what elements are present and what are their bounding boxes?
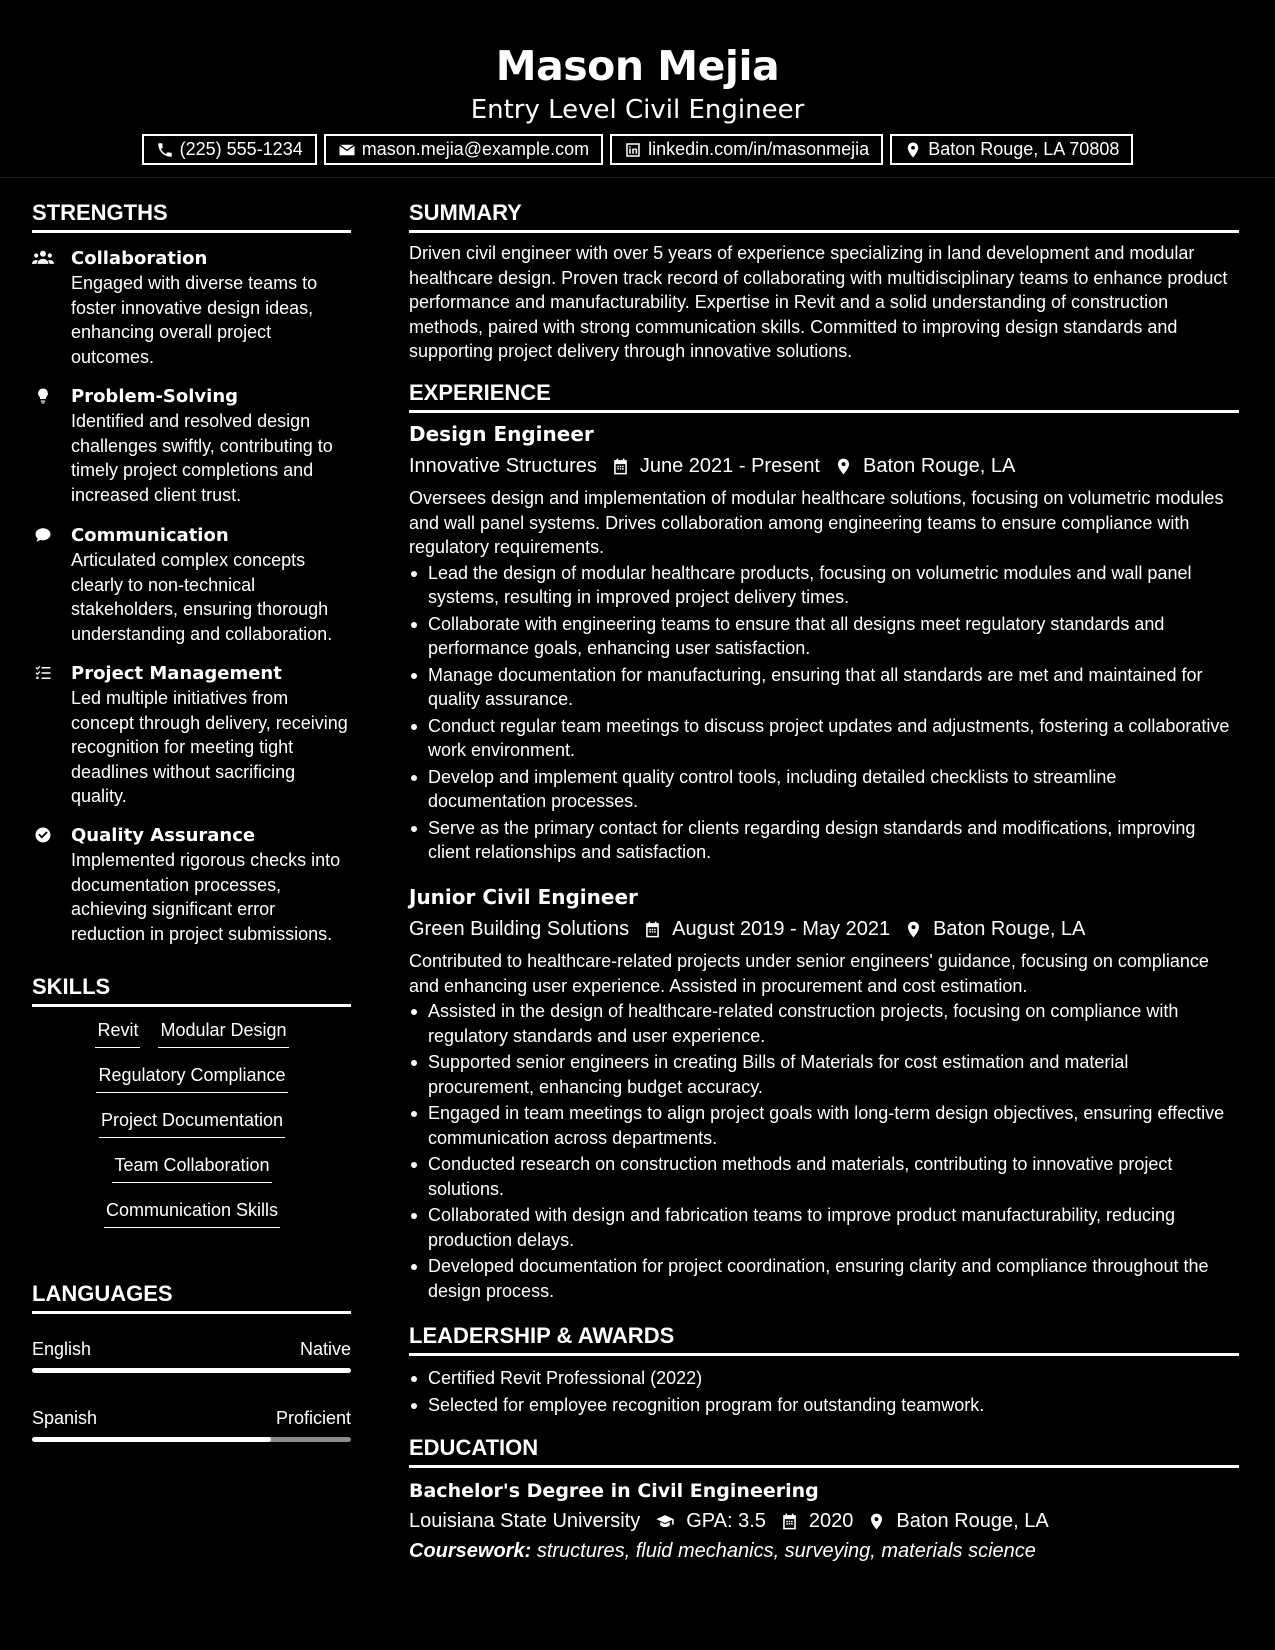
experience-heading: EXPERIENCE — [409, 380, 1239, 413]
strength-title: Quality Assurance — [71, 825, 256, 846]
coursework — [409, 1538, 1239, 1564]
school-name: Louisiana State University — [409, 1510, 641, 1532]
skill-tag: Team Collaboration — [112, 1153, 271, 1183]
language-proficiency-bar — [32, 1437, 351, 1442]
skill-tag: Project Documentation — [99, 1108, 285, 1138]
language-item — [32, 1337, 351, 1373]
achievement-item: Serve as the primary contact for clients regarding design standards and modifications, improving client relationships and satisfaction. — [409, 816, 1239, 865]
contact-location[interactable] — [890, 134, 1133, 165]
email-icon — [338, 141, 356, 159]
achievement-item: Collaborated with design and fabrication teams to improve product manufacturability, reducing production delays. — [409, 1203, 1239, 1252]
strengths-heading: STRENGTHS — [32, 200, 351, 233]
achievement-item: Supported senior engineers in creating Bills of Materials for cost estimation and material procurement, enhancing budget accuracy. — [409, 1050, 1239, 1099]
summary-heading: SUMMARY — [409, 200, 1239, 233]
language-proficiency-fill — [32, 1368, 351, 1373]
skill-tag: Communication Skills — [104, 1198, 280, 1228]
skill-tag: Regulatory Compliance — [96, 1063, 287, 1093]
experience-entry — [409, 421, 1239, 867]
contact-email-text: mason.mejia@example.com — [361, 139, 590, 159]
experience-entry — [409, 884, 1239, 1305]
award-list — [409, 1366, 1239, 1419]
strength-item — [32, 524, 352, 646]
skills-list — [32, 1018, 352, 1243]
achievement-item: Assisted in the design of healthcare-related construction projects, focusing on compliance with regulatory standards and user experience. — [409, 999, 1239, 1048]
strength-desc: Identified and resolved design challenges swiftly, contributing to timely project completions and increased client trust. — [71, 411, 333, 505]
contact-linkedin-text: linkedin.com/in/masonmejia — [648, 139, 870, 159]
language-name: English — [32, 1339, 92, 1359]
job-title: Entry Level Civil Engineer — [470, 95, 805, 125]
achievement-item: Conducted research on construction methods and materials, contributing to innovative project solutions. — [409, 1152, 1239, 1201]
strength-desc: Implemented rigorous checks into documentation processes, achieving significant error reduction in project submissions. — [71, 850, 341, 944]
achievement-item: Conduct regular team meetings to discuss project updates and adjustments, fostering a collaborative work environment. — [409, 714, 1239, 763]
achievement-list — [409, 999, 1239, 1303]
position-description: Contributed to healthcare-related projects under senior engineers' guidance, focusing on compliance and enhancing user experience. Assisted in procurement and cost estimation. — [409, 951, 1209, 996]
skill-tag: Modular Design — [158, 1018, 288, 1048]
degree-title: Bachelor's Degree in Civil Engineering — [409, 1480, 819, 1502]
gpa: GPA: 3.5 — [686, 1510, 766, 1532]
location-icon — [867, 1512, 886, 1531]
graduation-cap-icon — [654, 1512, 676, 1531]
coursework-label: Coursework: — [409, 1540, 532, 1562]
language-level: Native — [299, 1339, 351, 1359]
strength-desc: Engaged with diverse teams to foster innovative design ideas, enhancing overall project outcomes. — [71, 273, 318, 367]
check-circle-icon — [33, 826, 53, 844]
award-item: Certified Revit Professional (2022) — [409, 1366, 1239, 1391]
strength-title: Communication — [71, 525, 229, 546]
strength-title: Problem-Solving — [71, 386, 239, 407]
graduation-year: 2020 — [808, 1510, 854, 1532]
position-description: Oversees design and implementation of modular healthcare solutions, focusing on volumetric modules and wall panel systems. Drives collaboration among engineering teams to ensure compliance with regulatory requirements. — [409, 488, 1224, 557]
strength-desc: Led multiple initiatives from concept through delivery, receiving recognition for meeting tight deadlines without sacrificing quality. — [71, 688, 348, 806]
resume-header — [0, 0, 1275, 178]
candidate-name: Mason Mejia — [495, 42, 780, 90]
position-meta — [409, 916, 1239, 942]
contact-bar — [0, 134, 1275, 165]
contact-email[interactable] — [324, 134, 603, 165]
award-item: Selected for employee recognition program for outstanding teamwork. — [409, 1393, 1239, 1418]
strength-item — [32, 247, 352, 369]
language-item — [32, 1406, 351, 1442]
employment-dates: June 2021 - Present — [639, 455, 820, 477]
location-icon — [904, 920, 923, 939]
location-icon — [904, 141, 922, 159]
language-proficiency-bar — [32, 1368, 351, 1373]
strength-desc: Articulated complex concepts clearly to non-technical stakeholders, ensuring thorough understanding and collaboration. — [71, 550, 333, 644]
location-icon — [834, 457, 853, 476]
users-icon — [32, 249, 54, 267]
position-title: Design Engineer — [409, 422, 594, 446]
speech-bubble-icon — [33, 526, 53, 544]
skills-heading: SKILLS — [32, 974, 351, 1007]
contact-linkedin[interactable] — [610, 134, 883, 165]
contact-phone-text: (225) 555-1234 — [179, 139, 303, 159]
languages-heading: LANGUAGES — [32, 1281, 351, 1314]
calendar-icon — [643, 920, 662, 939]
strength-item — [32, 824, 352, 946]
contact-phone[interactable] — [142, 134, 317, 165]
position-meta — [409, 453, 1239, 479]
leadership-heading: LEADERSHIP & AWARDS — [409, 1323, 1239, 1356]
strength-item — [32, 385, 352, 507]
achievement-item: Develop and implement quality control tools, including detailed checklists to streamline documentation processes. — [409, 765, 1239, 814]
linkedin-icon — [624, 141, 642, 159]
skill-tag: Revit — [95, 1018, 140, 1048]
summary-text: Driven civil engineer with over 5 years of experience specializing in land development and modular healthcare design. Proven track record of collaborating with multidisciplinary teams to enhance product performance and manufacturability. Expertise in Revit and a solid understanding of construction methods, paired with strong communication skills. Committed to improving design standards and supporting project delivery through innovative solutions. — [409, 243, 1228, 361]
achievement-item: Engaged in team meetings to align project goals with long-term design objectives, ensuring effective communication across departments. — [409, 1101, 1239, 1150]
achievement-item: Collaborate with engineering teams to ensure that all designs meet regulatory standards and performance goals, enhancing user satisfaction. — [409, 612, 1239, 661]
employment-dates: August 2019 - May 2021 — [672, 918, 891, 940]
position-title: Junior Civil Engineer — [409, 885, 638, 909]
language-name: Spanish — [32, 1408, 98, 1428]
lightbulb-icon — [33, 387, 53, 405]
strength-title: Project Management — [71, 663, 282, 684]
achievement-list — [409, 561, 1239, 865]
company-name: Green Building Solutions — [409, 918, 630, 940]
education-entry — [409, 1478, 1239, 1564]
task-list-icon — [33, 664, 53, 682]
company-name: Innovative Structures — [409, 455, 597, 477]
language-proficiency-fill — [32, 1437, 271, 1442]
phone-icon — [156, 141, 174, 159]
achievement-item: Lead the design of modular healthcare products, focusing on volumetric modules and wall panel systems, resulting in improved project delivery times. — [409, 561, 1239, 610]
job-location: Baton Rouge, LA — [933, 918, 1086, 940]
job-location: Baton Rouge, LA — [863, 455, 1016, 477]
school-location: Baton Rouge, LA — [896, 1510, 1049, 1532]
education-meta — [409, 1508, 1239, 1534]
calendar-icon — [780, 1512, 799, 1531]
coursework-list: structures, fluid mechanics, surveying, materials science — [536, 1540, 1036, 1562]
achievement-item: Manage documentation for manufacturing, ensuring that all standards are met and maintained for quality assurance. — [409, 663, 1239, 712]
education-heading: EDUCATION — [409, 1435, 1239, 1468]
contact-location-text: Baton Rouge, LA 70808 — [928, 139, 1120, 159]
strength-item — [32, 662, 352, 809]
language-level: Proficient — [275, 1408, 351, 1428]
achievement-item: Developed documentation for project coordination, ensuring clarity and compliance throughout the design process. — [409, 1254, 1239, 1303]
strength-title: Collaboration — [71, 248, 208, 269]
calendar-icon — [611, 457, 630, 476]
